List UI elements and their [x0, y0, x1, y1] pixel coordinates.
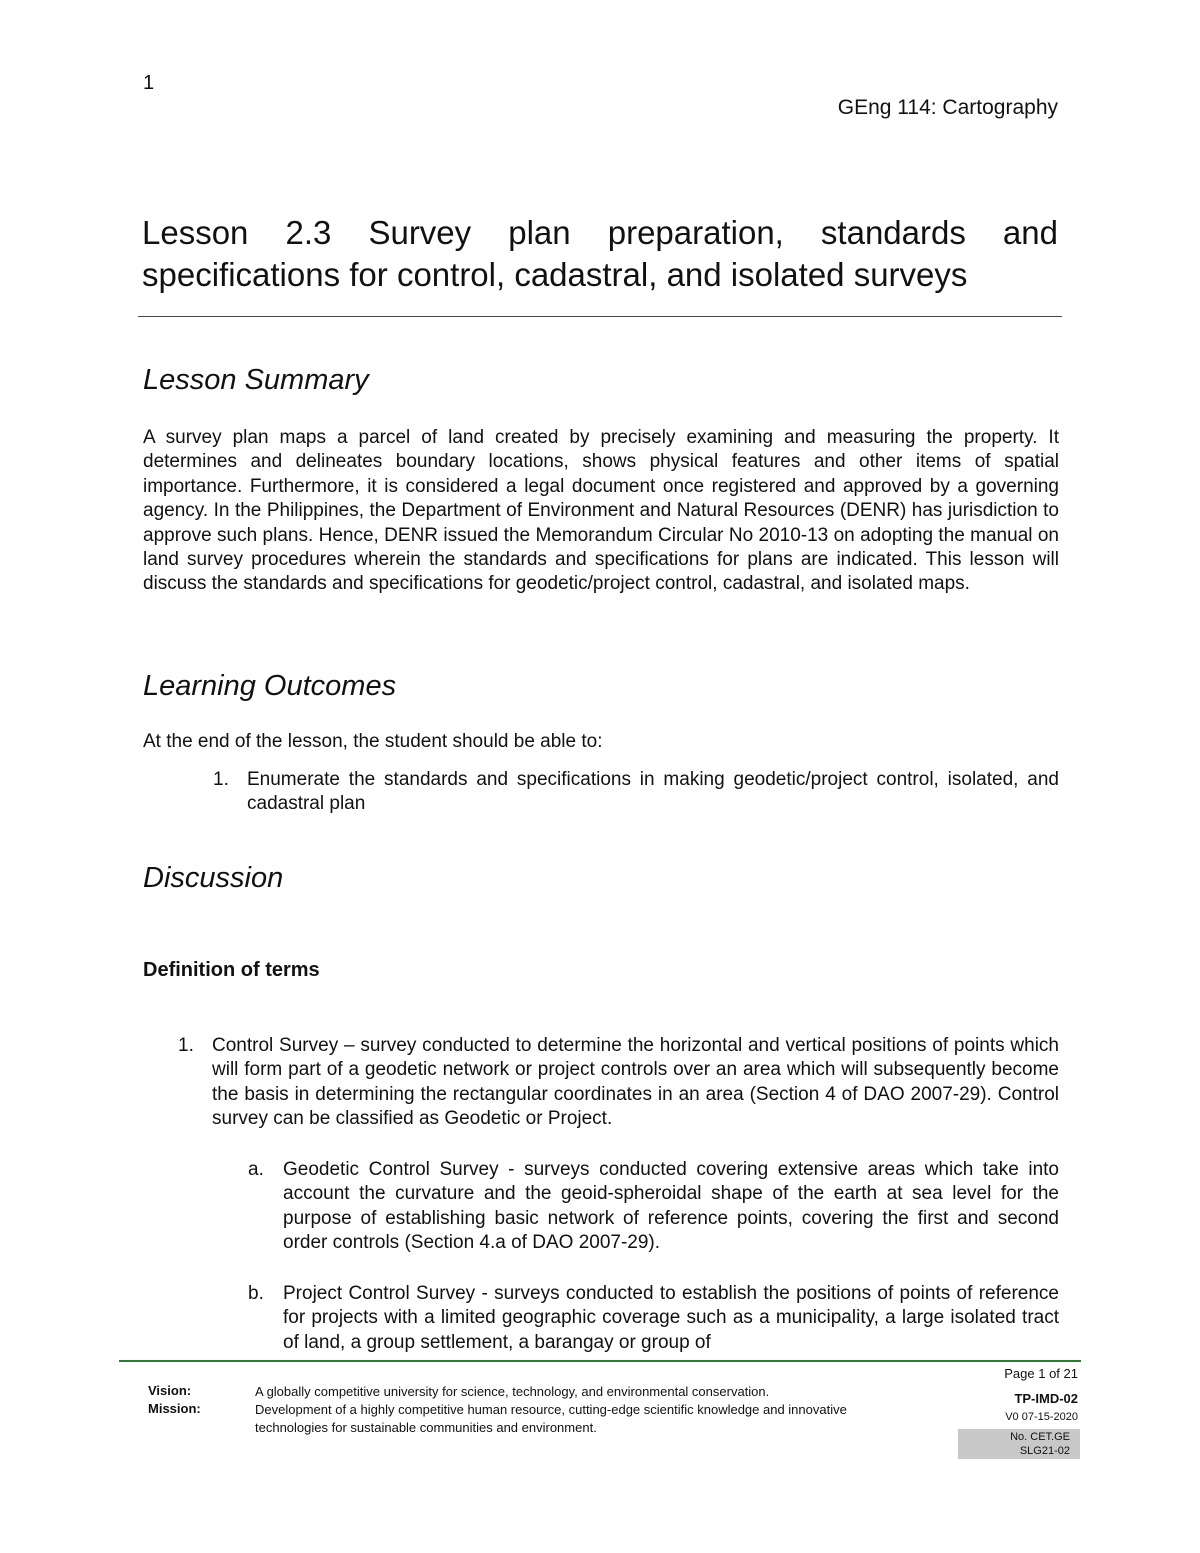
mission-text: Development of a highly competitive human resource, cutting-edge scientific knowledge and innovative technologies for sustainable communities and environment.: [255, 1402, 847, 1435]
discussion-heading: Discussion: [143, 862, 284, 894]
lesson-summary-text: A survey plan maps a parcel of land created by precisely examining and measuring the property. It determines and delineates boundary locations, shows physical features and other items of spatial importance. Furthermore, it is considered a legal document once registered and approved by a governing agency. In the Philippines, the Department of Environment and Natural Resources (DENR) has jurisdiction to approve such plans. Hence, DENR issued the Memorandum Circular No 2010-13 on adopting the manual on land survey procedures wherein the standards and specifications for plans are indicated. This lesson will discuss the standards and specifications for geodetic/project control, cadastral, and isolated maps.: [143, 427, 1059, 595]
lesson-summary-heading: Lesson Summary: [143, 364, 369, 396]
learning-outcomes-intro: At the end of the lesson, the student should be able to:: [143, 731, 603, 752]
subterm-letter: a.: [248, 1159, 264, 1180]
term-number: 1.: [178, 1035, 194, 1056]
subterm-project-control: Project Control Survey - surveys conducted to establish the positions of points of reference for projects with a limited geographic coverage such as a municipality, a large isolated tract of land, a group settlement, a barangay or group of: [283, 1283, 1059, 1353]
subterm-letter: b.: [248, 1283, 264, 1304]
footer-divider: [119, 1360, 1081, 1362]
subterm-geodetic-control: Geodetic Control Survey - surveys conducted covering extensive areas which take into account the curvature and the geoid-spheroidal shape of the earth at sea level for the purpose of establishing basic network of reference points, covering the first and second order controls (Section 4.a of DAO 2007-29).: [283, 1159, 1059, 1254]
document-code: SLG21-02: [1019, 1445, 1070, 1457]
form-version: V0 07-15-2020: [1005, 1411, 1078, 1423]
mission-label: Mission:: [148, 1401, 201, 1416]
learning-outcomes-heading: Learning Outcomes: [143, 670, 397, 702]
vision-label: Vision:: [148, 1383, 192, 1398]
definitions-heading: Definition of terms: [143, 959, 320, 981]
page-number: 1: [143, 72, 155, 94]
lesson-title: Lesson 2.3 Survey plan preparation, standards and specifications for control, cadastral, and isolated surveys: [142, 214, 1058, 293]
outcome-number: 1.: [213, 769, 229, 790]
page-of-count: Page 1 of 21: [1004, 1366, 1078, 1381]
vision-text: A globally competitive university for science, technology, and environmental conservation.: [255, 1384, 770, 1399]
form-code: TP-IMD-02: [1014, 1391, 1078, 1406]
outcome-text: Enumerate the standards and specifications in making geodetic/project control, isolated, and cadastral plan: [247, 769, 1059, 815]
document-number: No. CET.GE: [1010, 1431, 1070, 1443]
title-divider: [138, 316, 1062, 317]
document-number-box: [958, 1429, 1080, 1459]
term-control-survey: Control Survey – survey conducted to determine the horizontal and vertical positions of points which will form part of a geodetic network or project controls over an area which will subsequently become the basis in determining the rectangular coordinates in an area (Section 4 of DAO 2007-29). Control survey can be classified as Geodetic or Project.: [212, 1035, 1059, 1130]
course-title: GEng 114: Cartography: [837, 96, 1058, 119]
